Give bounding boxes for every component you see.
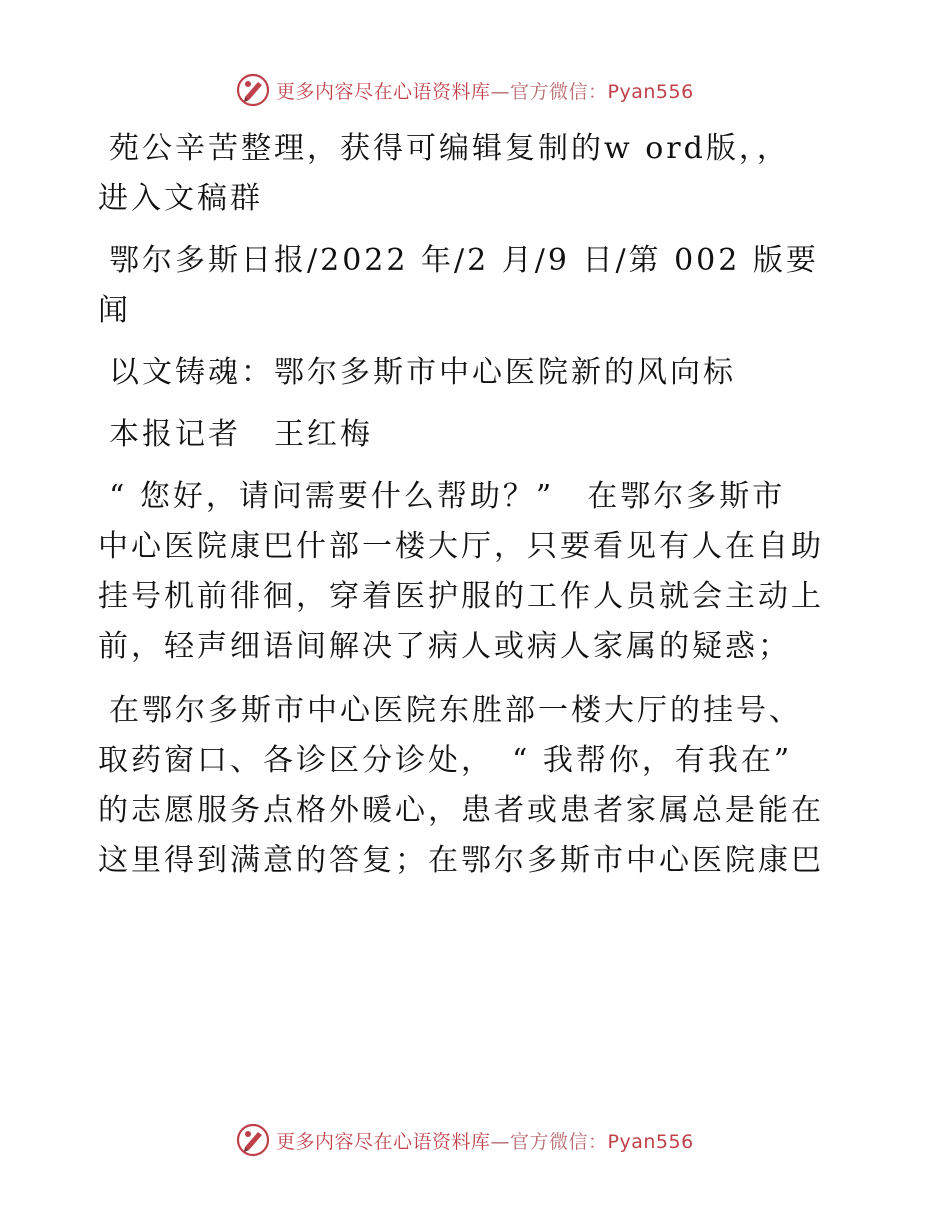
banner-wechat-label: 官方微信： (510, 80, 608, 103)
body-paragraph-2-line-2: 取药窗口、各诊区分诊处， “ 我帮你，有我在” (98, 743, 793, 778)
banner-text (276, 1127, 694, 1154)
banner-wechat-label: 官方微信： (510, 1130, 608, 1153)
footer-banner (236, 1122, 694, 1158)
source-line-2: 闻 (98, 293, 131, 328)
banner-wechat-handle: Pyan556 (607, 80, 694, 103)
body-paragraph-1-line-3: 挂号机前徘徊，穿着医护服的工作人员就会主动上 (98, 579, 824, 614)
document-body (98, 124, 858, 886)
article-byline: 本报记者 王红梅 (109, 417, 373, 452)
article-title: 以文铸魂：鄂尔多斯市中心医院新的风向标 (109, 355, 736, 390)
body-paragraph-1-line-4: 前，轻声细语间解决了病人或病人家属的疑惑； (98, 629, 791, 664)
banner-separator: — (490, 80, 511, 103)
banner-text (276, 77, 694, 104)
source-line-1: 鄂尔多斯日报/2022 年/2 月/9 日/第 002 版要 (109, 243, 819, 278)
body-paragraph-1-line-1: “ 您好，请问需要什么帮助？” 在鄂尔多斯市 (109, 479, 786, 514)
banner-main-text: 更多内容尽在心语资料库 (276, 1130, 491, 1153)
banner-separator: — (490, 1130, 511, 1153)
header-banner (236, 72, 694, 108)
brand-logo-icon (236, 73, 270, 107)
body-paragraph-2-line-4: 这里得到满意的答复；在鄂尔多斯市中心医院康巴 (98, 843, 824, 878)
intro-line-1: 苑公辛苦整理，获得可编辑复制的w ord版，， (109, 131, 790, 166)
brand-logo-icon (236, 1123, 270, 1157)
body-paragraph-2-line-3: 的志愿服务点格外暖心，患者或患者家属总是能在 (98, 793, 824, 828)
banner-wechat-handle: Pyan556 (607, 1130, 694, 1153)
banner-main-text: 更多内容尽在心语资料库 (276, 80, 491, 103)
body-paragraph-1-line-2: 中心医院康巴什部一楼大厅，只要看见有人在自助 (98, 529, 824, 564)
intro-line-2: 进入文稿群 (98, 181, 263, 216)
body-paragraph-2-line-1: 在鄂尔多斯市中心医院东胜部一楼大厅的挂号、 (109, 693, 802, 728)
